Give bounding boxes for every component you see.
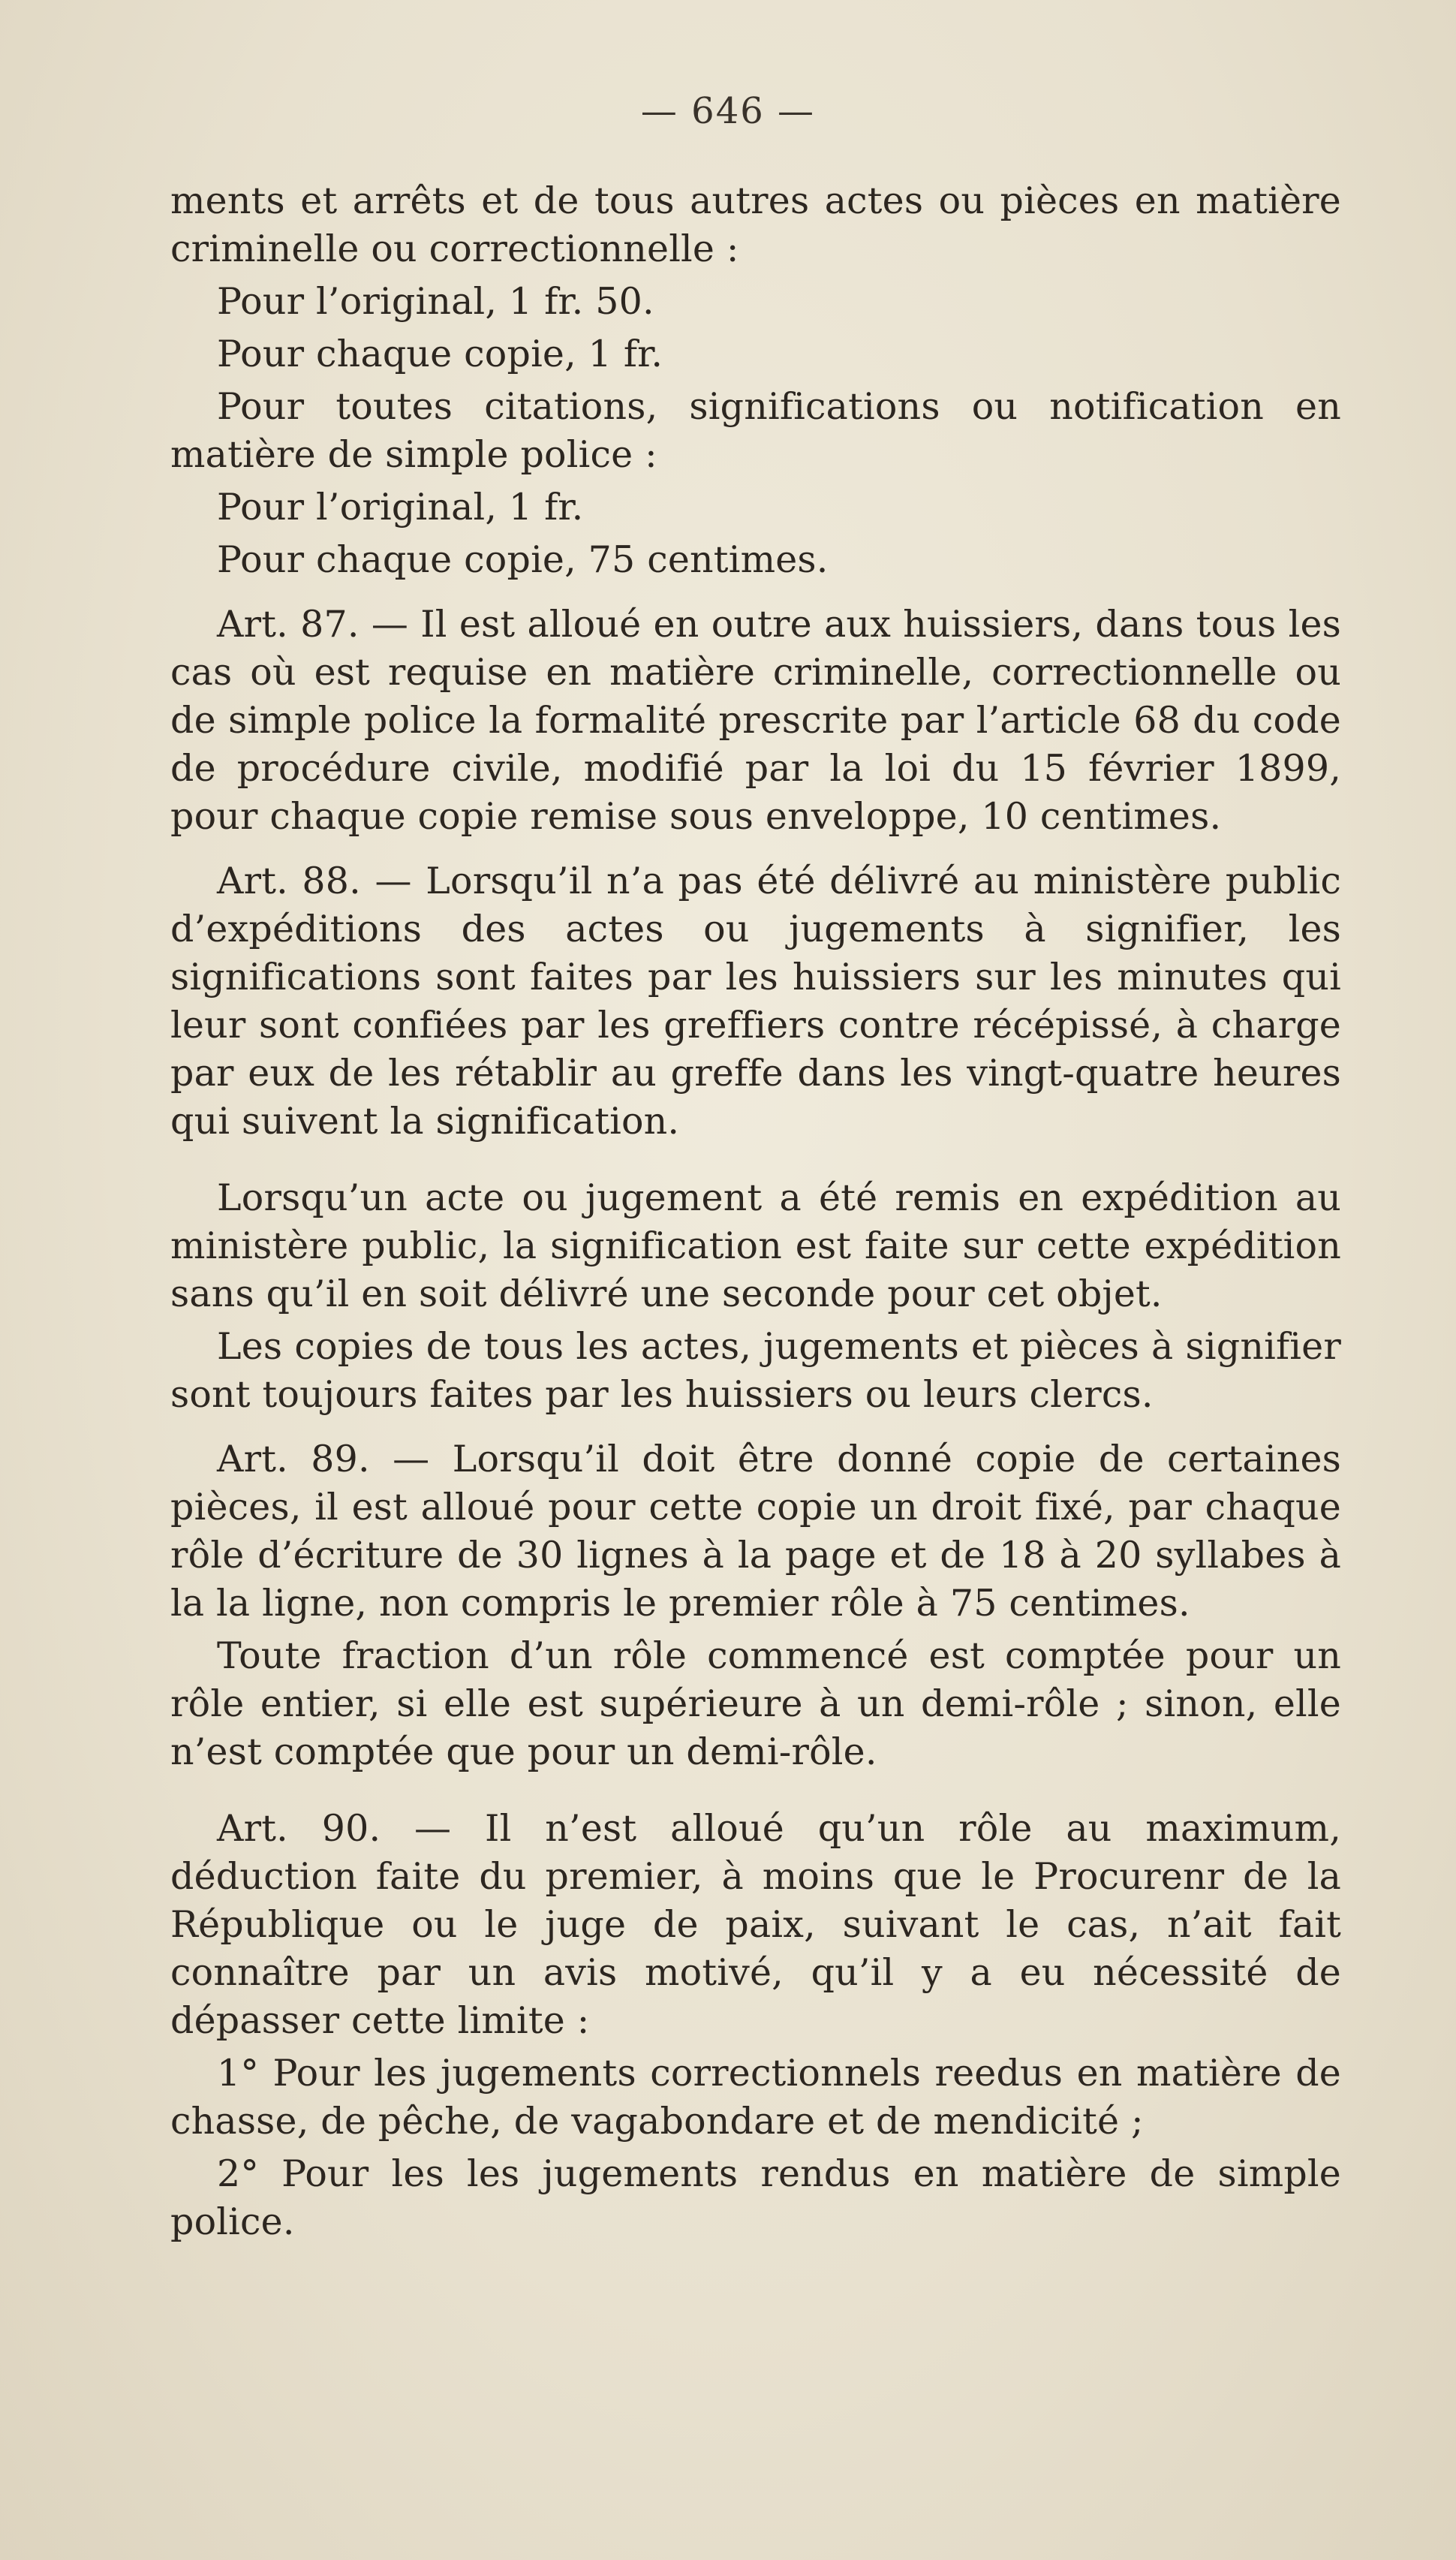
paragraph-continuation: ments et arrêts et de tous autres actes ou pièces en matière criminelle ou correctionnelle : bbox=[170, 179, 1341, 270]
paragraph-art-87: Art. 87. — Il est alloué en outre aux huissiers, dans tous les cas où est requise en matière criminelle, correctionnelle ou de simple police la formalité prescrite par l’article 68 du code de procédure civile, modifié par la loi du 15 février 1899, pour chaque copie remise sous enveloppe, 10 centimes. bbox=[170, 603, 1341, 838]
paragraph-citations: Pour toutes citations, significations ou notification en matière de simple police : bbox=[170, 385, 1341, 476]
paragraph-copies: Les copies de tous les actes, jugements et pièces à signifier sont toujours faites par les huissiers ou leurs clercs. bbox=[170, 1325, 1341, 1416]
paragraph-art-89: Art. 89. — Lorsqu’il doit être donné copie de certaines pièces, il est alloué pour cette copie un droit fixé, par chaque rôle d’écriture de 30 lignes à la page et de 18 à 20 syllabes à la la ligne, non compris le premier rôle à 75 centimes. bbox=[170, 1438, 1341, 1625]
paragraph-item-1: 1° Pour les jugements correctionnels reedus en matière de chasse, de pêche, de vagabondare et de mendicité ; bbox=[170, 2052, 1341, 2143]
paragraph-fraction: Toute fraction d’un rôle commencé est comptée pour un rôle entier, si elle est supérieure à un demi-rôle ; sinon, elle n’est comptée que pour un demi-rôle. bbox=[170, 1634, 1341, 1773]
paragraph-copy-fee: Pour chaque copie, 1 fr. bbox=[217, 333, 663, 375]
paragraph-original-fee: Pour l’original, 1 fr. 50. bbox=[217, 280, 654, 323]
paragraph-art-90: Art. 90. — Il n’est alloué qu’un rôle au maximum, déduction faite du premier, à moins que le Procurenr de la République ou le juge de paix, suivant le cas, n’ait fait connaître par un avis motivé, qu’il y a eu nécessité de dépasser cette limite : bbox=[170, 1807, 1341, 2042]
paragraph-expedition: Lorsqu’un acte ou jugement a été remis en expédition au ministère public, la signification est faite sur cette expédition sans qu’il en soit délivré une seconde pour cet objet. bbox=[170, 1176, 1341, 1315]
paragraph-item-2: 2° Pour les les jugements rendus en matière de simple police. bbox=[170, 2152, 1341, 2243]
body-text bbox=[170, 177, 1341, 2246]
paragraph-art-88: Art. 88. — Lorsqu’il n’a pas été délivré au ministère public d’expéditions des actes ou jugements à signifier, les significations sont faites par les huissiers sur les minutes qui leur sont confiées par les greffiers contre récépissé, à charge par eux de les rétablir au greffe dans les vingt-quatre heures qui suivent la signification. bbox=[170, 860, 1341, 1143]
paragraph-original-fee-police: Pour l’original, 1 fr. bbox=[217, 486, 584, 529]
paragraph-copy-fee-police: Pour chaque copie, 75 centimes. bbox=[217, 538, 829, 581]
page-number: — 646 — bbox=[640, 90, 816, 132]
